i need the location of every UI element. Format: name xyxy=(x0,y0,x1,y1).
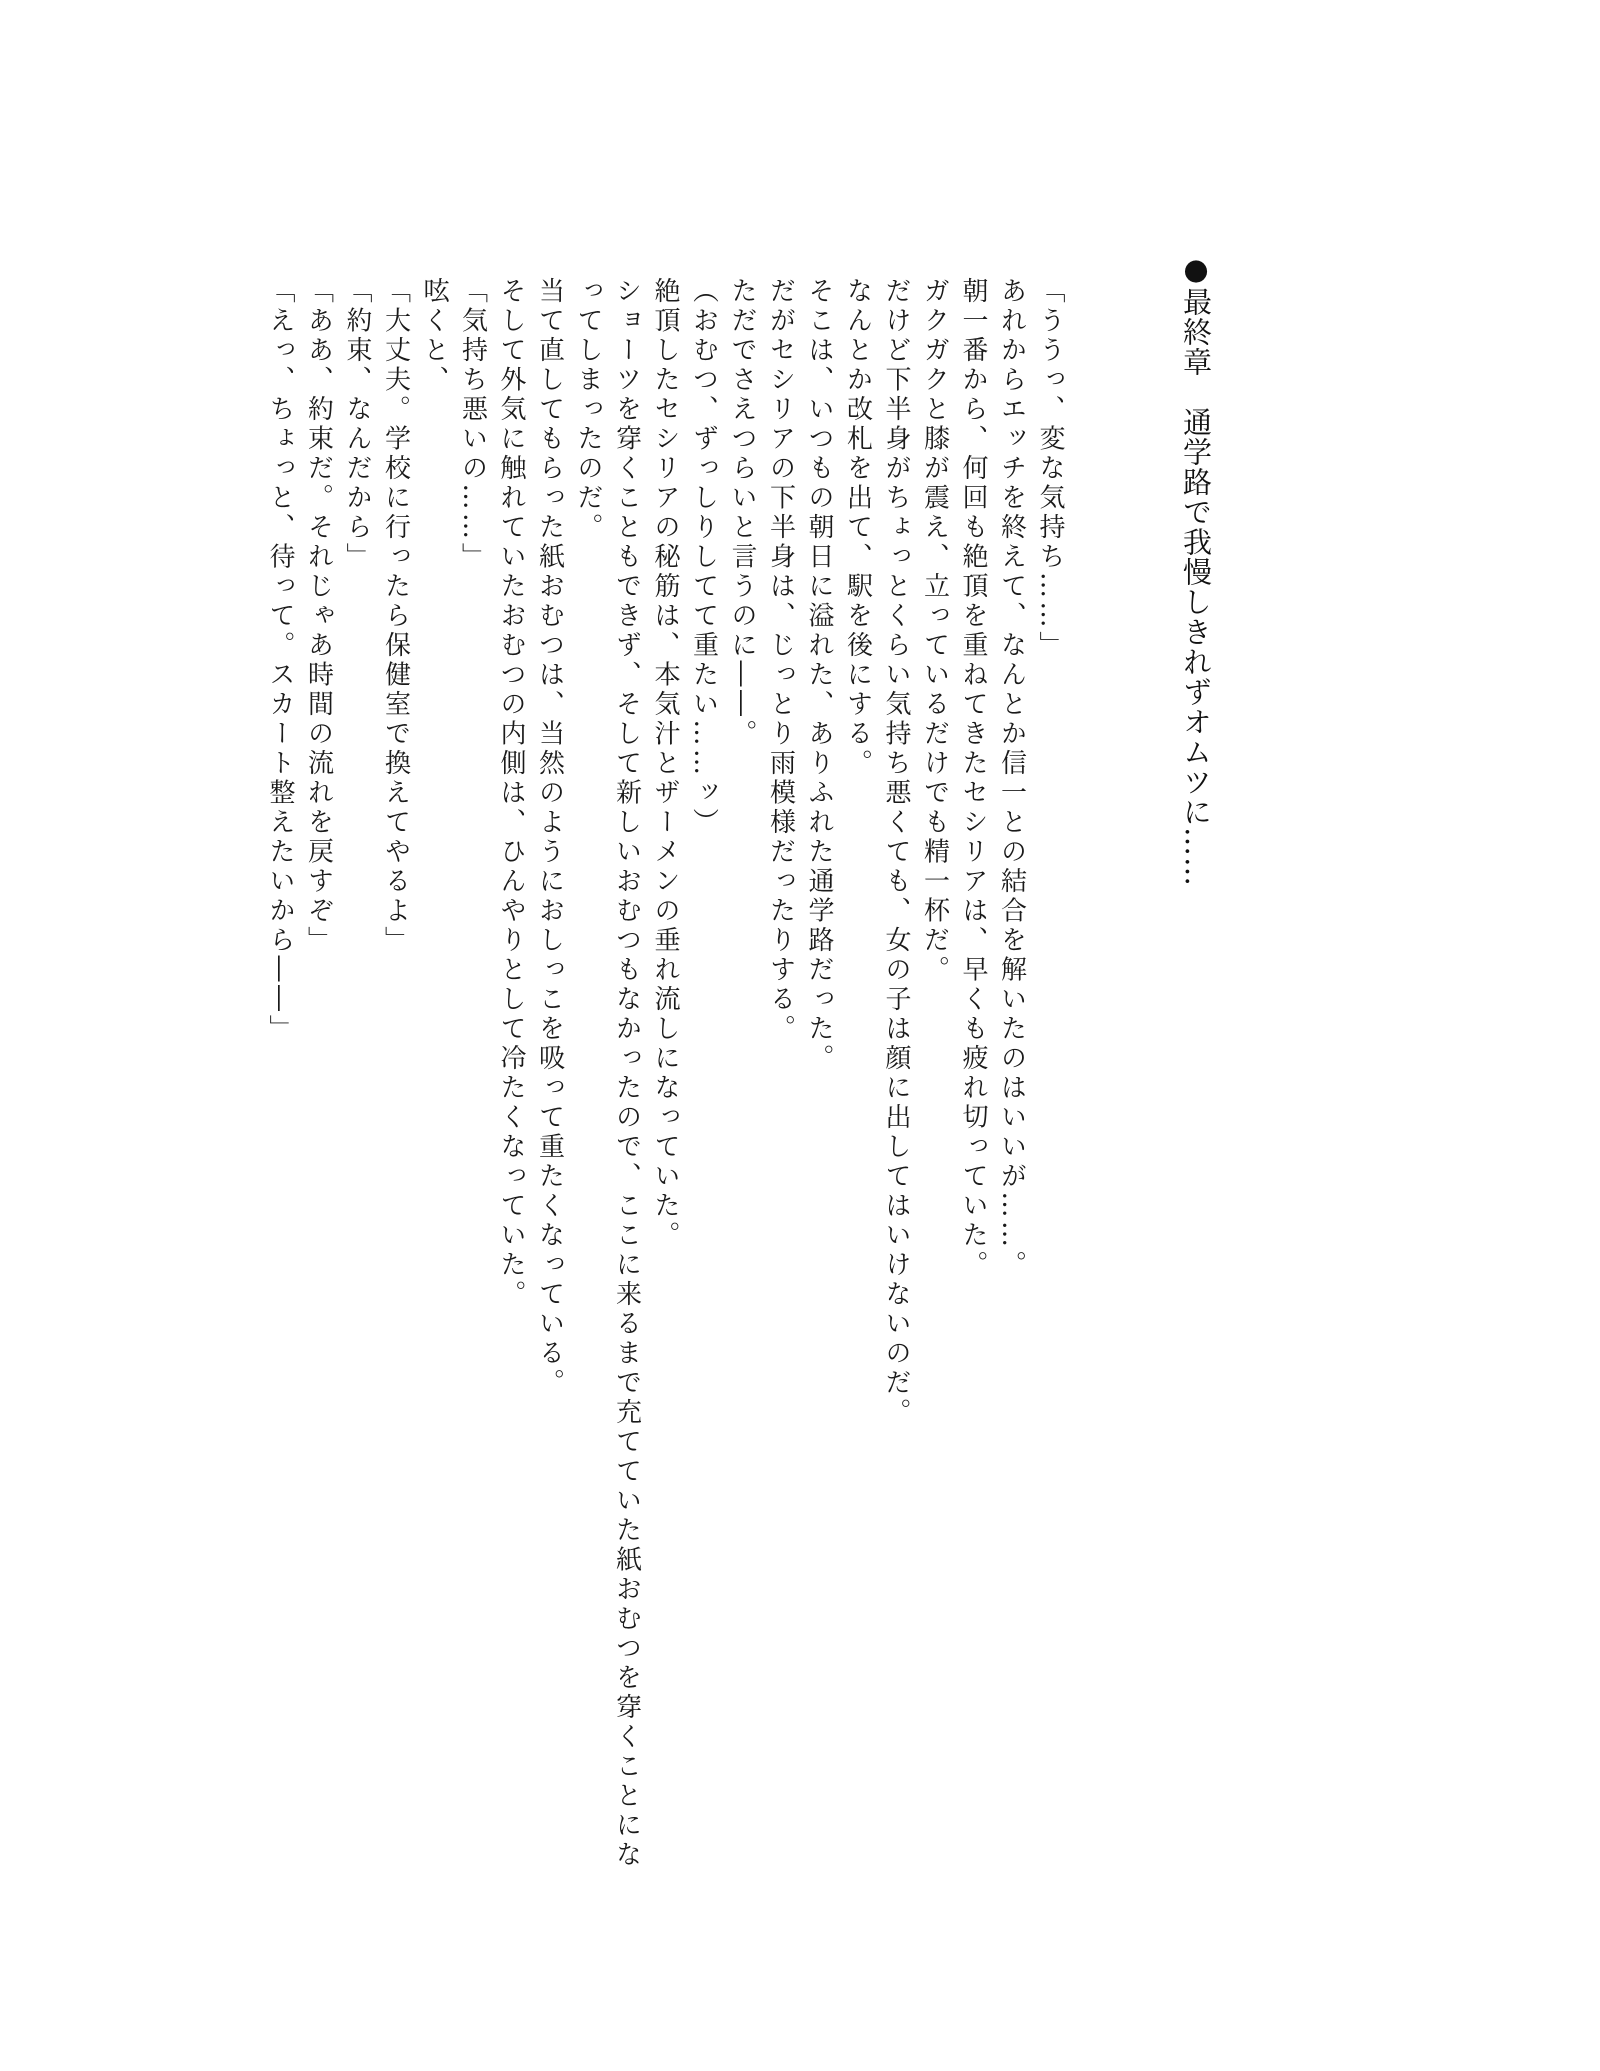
dialogue-line: 「ううっ、変な気持ち……」 xyxy=(1035,277,1065,661)
dialogue-line: 「えっ、ちょっと、待って。スカート整えたいから――」 xyxy=(265,277,295,1044)
dialogue-line: 「気持ち悪いの……」 xyxy=(457,277,488,572)
narrative-line: そこは、いつもの朝日に溢れた、ありふれた通学路だった。 xyxy=(804,277,834,1074)
chapter-title: ●最終章 通学路で我慢しきれずオムツに…… xyxy=(1179,252,1213,887)
narrative-line: だけど下半身がちょっとくらい気持ち悪くても、女の子は顔に出してはいけないのだ。 xyxy=(881,277,911,1428)
narrative-line: あれからエッチを終えて、なんとか信一との結合を解いたのはいいが……。 xyxy=(996,277,1027,1280)
narrative-line: なんとか改札を出て、駅を後にする。 xyxy=(842,277,873,779)
narrative-line: 当て直してもらった紙おむつは、当然のようにおしっこを吸って重たくなっている。 xyxy=(534,277,565,1398)
narrative-line: 朝一番から、何回も絶頂を重ねてきたセシリアは、早くも疲れ切っていた。 xyxy=(958,277,988,1280)
narrative-line: 呟くと、 xyxy=(419,277,449,395)
narrative-line: 絶頂したセシリアの秘筋は、本気汁とザーメンの垂れ流しになっていた。 xyxy=(650,277,680,1251)
dialogue-line: 「約束、なんだから」 xyxy=(342,277,372,572)
narrative-line: ただでさえつらいと言うのに――。 xyxy=(727,277,757,749)
narrative-line: ショーツを穿くこともできず、そして新しいおむつもなかったので、ここに来るまで充てていた紙おむつを穿くことになってしまったのだ。 xyxy=(573,277,642,1870)
dialogue-line: 「ああ、約束だ。それじゃあ時間の流れを戻すぞ」 xyxy=(303,277,334,956)
narrative-line: だがセシリアの下半身は、じっとり雨模様だったりする。 xyxy=(765,277,796,1044)
inner-monologue-line: （おむつ、ずっしりしてて重たい……ッ） xyxy=(688,277,719,838)
dialogue-line: 「大丈夫。学校に行ったら保健室で換えてやるよ」 xyxy=(380,277,411,956)
narrative-line: ガクガクと膝が震え、立っているだけでも精一杯だ。 xyxy=(919,277,950,985)
body-text xyxy=(261,277,1070,1872)
narrative-line: そして外気に触れていたおむつの内側は、ひんやりとして冷たくなっていた。 xyxy=(496,277,526,1310)
